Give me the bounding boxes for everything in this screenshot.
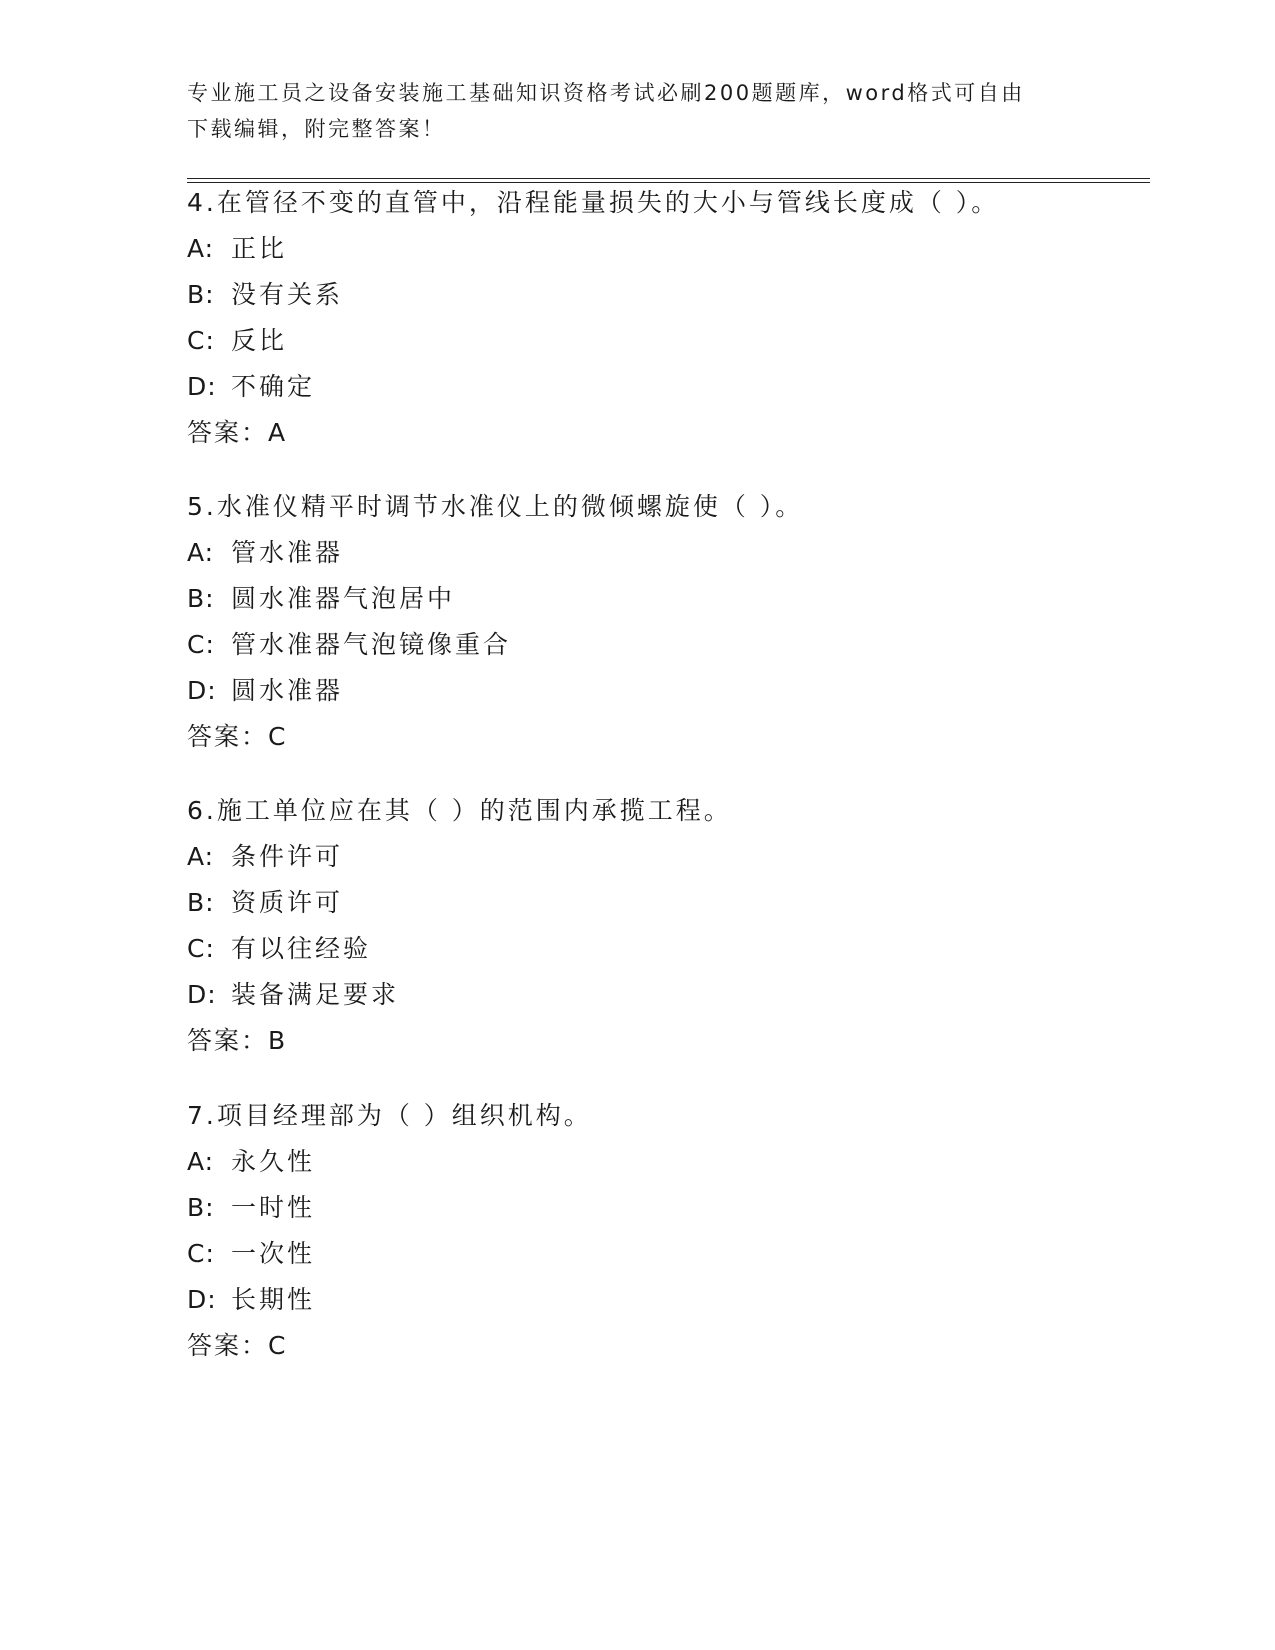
option-key: B: bbox=[187, 280, 215, 309]
option-c bbox=[187, 933, 1147, 979]
option-text: 装备满足要求 bbox=[231, 980, 400, 1009]
option-key: C: bbox=[187, 1239, 215, 1268]
option-text: 条件许可 bbox=[231, 842, 344, 871]
option-key: D: bbox=[187, 1285, 217, 1314]
option-key: B: bbox=[187, 584, 215, 613]
option-d bbox=[187, 979, 1147, 1025]
option-text: 长期性 bbox=[231, 1285, 316, 1314]
option-key: D: bbox=[187, 676, 217, 705]
option-key: C: bbox=[187, 326, 215, 355]
answer-value: B bbox=[268, 1026, 286, 1055]
option-a bbox=[187, 1146, 1147, 1192]
option-key: A: bbox=[187, 1147, 215, 1176]
answer-value: A bbox=[268, 418, 286, 447]
option-b bbox=[187, 279, 1147, 325]
answer-line bbox=[187, 1025, 1147, 1071]
option-b bbox=[187, 887, 1147, 933]
option-text: 有以往经验 bbox=[231, 934, 372, 963]
option-text: 管水准器 bbox=[231, 538, 344, 567]
answer-label: 答案： bbox=[187, 418, 269, 447]
answer-label: 答案： bbox=[187, 722, 269, 751]
option-c bbox=[187, 1238, 1147, 1284]
option-key: A: bbox=[187, 538, 215, 567]
option-text: 永久性 bbox=[231, 1147, 316, 1176]
option-key: A: bbox=[187, 842, 215, 871]
option-text: 圆水准器 bbox=[231, 676, 344, 705]
option-key: D: bbox=[187, 372, 217, 401]
option-d bbox=[187, 675, 1147, 721]
option-text: 资质许可 bbox=[231, 888, 344, 917]
question-block bbox=[187, 1100, 1147, 1376]
option-key: A: bbox=[187, 234, 215, 263]
option-key: B: bbox=[187, 1193, 215, 1222]
question-stem: 6.施工单位应在其（ ）的范围内承揽工程。 bbox=[187, 796, 732, 825]
option-text: 反比 bbox=[231, 326, 288, 355]
option-key: C: bbox=[187, 630, 215, 659]
answer-label: 答案： bbox=[187, 1026, 269, 1055]
option-b bbox=[187, 583, 1147, 629]
document-header bbox=[187, 75, 1067, 147]
answer-line bbox=[187, 417, 1147, 463]
option-d bbox=[187, 371, 1147, 417]
option-text: 管水准器气泡镜像重合 bbox=[231, 630, 512, 659]
option-key: B: bbox=[187, 888, 215, 917]
answer-value: C bbox=[268, 722, 286, 751]
option-a bbox=[187, 233, 1147, 279]
question-stem: 4.在管径不变的直管中，沿程能量损失的大小与管线长度成（ ）。 bbox=[187, 188, 1000, 217]
header-line-2: 下载编辑，附完整答案！ bbox=[187, 117, 446, 141]
option-text: 没有关系 bbox=[231, 280, 344, 309]
option-a bbox=[187, 841, 1147, 887]
question-stem: 5.水准仪精平时调节水准仪上的微倾螺旋使（ ）。 bbox=[187, 492, 804, 521]
option-text: 正比 bbox=[231, 234, 288, 263]
header-divider-bottom bbox=[187, 182, 1150, 183]
question-block bbox=[187, 187, 1147, 463]
question-stem: 7.项目经理部为（ ）组织机构。 bbox=[187, 1101, 592, 1130]
option-text: 一次性 bbox=[231, 1239, 316, 1268]
question-block bbox=[187, 795, 1147, 1071]
option-b bbox=[187, 1192, 1147, 1238]
option-key: C: bbox=[187, 934, 215, 963]
option-text: 不确定 bbox=[231, 372, 316, 401]
answer-line bbox=[187, 1330, 1147, 1376]
option-key: D: bbox=[187, 980, 217, 1009]
answer-value: C bbox=[268, 1331, 286, 1360]
option-d bbox=[187, 1284, 1147, 1330]
answer-line bbox=[187, 721, 1147, 767]
header-divider-top bbox=[187, 178, 1150, 179]
header-line-1: 专业施工员之设备安装施工基础知识资格考试必刷200题题库，word格式可自由 bbox=[187, 81, 1025, 105]
question-block bbox=[187, 491, 1147, 767]
option-a bbox=[187, 537, 1147, 583]
answer-label: 答案： bbox=[187, 1331, 269, 1360]
option-text: 一时性 bbox=[231, 1193, 316, 1222]
option-c bbox=[187, 325, 1147, 371]
option-c bbox=[187, 629, 1147, 675]
option-text: 圆水准器气泡居中 bbox=[231, 584, 456, 613]
